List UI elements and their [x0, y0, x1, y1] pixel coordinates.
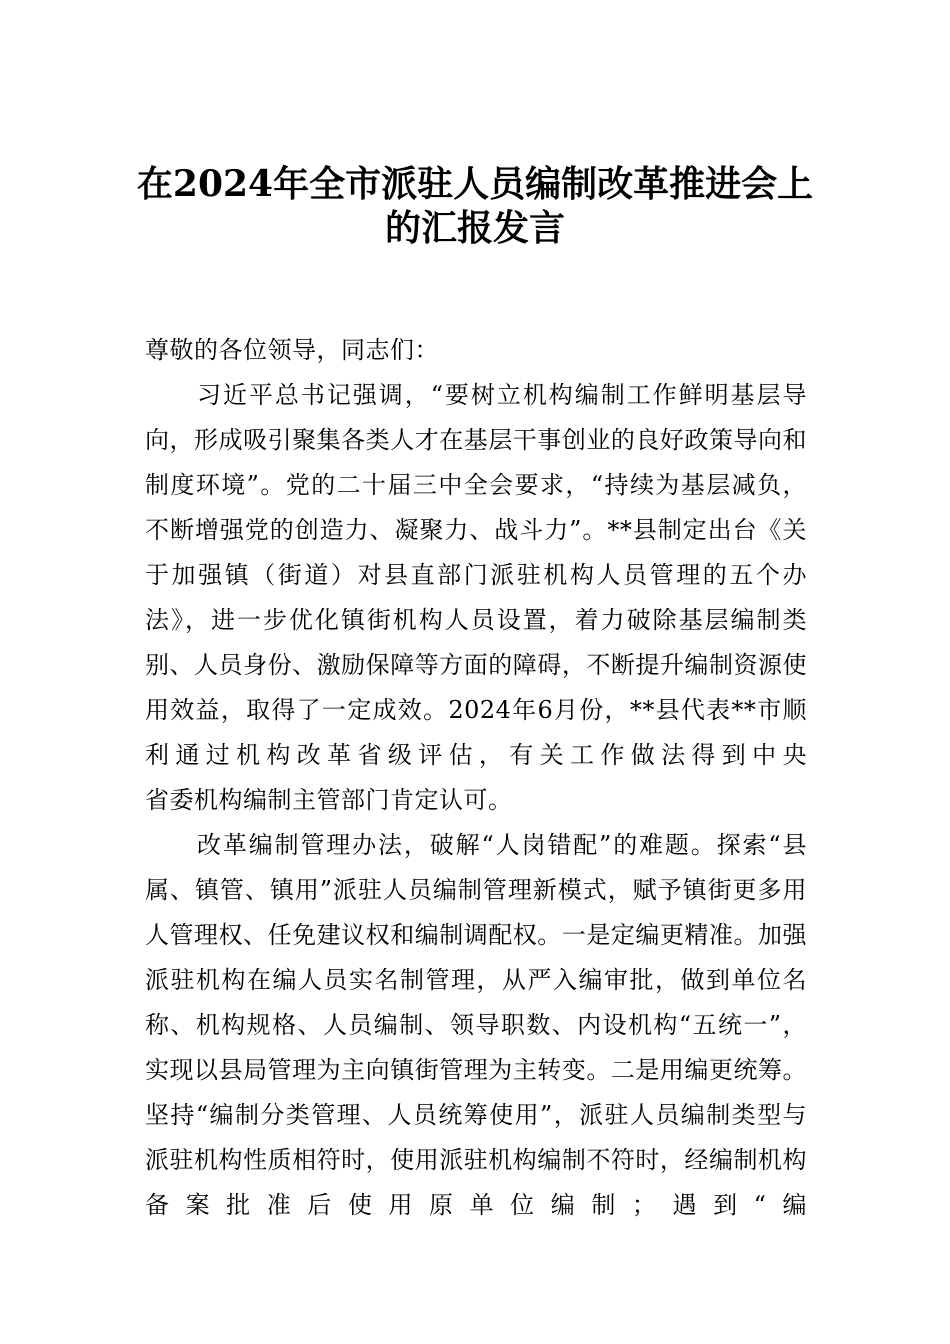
- paragraph-1: [145, 373, 807, 823]
- document-title-line-1: 在2024年全市派驻人员编制改革推进会上: [136, 163, 814, 205]
- paragraph-1-text: 习近平总书记强调，“要树立机构编制工作鲜明基层导向，形成吸引聚集各类人才在基层干事创业的良好政策导向和制度环境”。党的二十届三中全会要求，“持续为基层减负，不断增强党的创造力、凝聚力、战斗力”。**县制定出台《关于加强镇（街道）对县直部门派驻机构人员管理的五个办法》，进一步优化镇街机构人员设置，着力破除基层编制类别、人员身份、激励保障等方面的障碍，不断提升编制资源使用效益，取得了一定成效。2024年6月份，**县代表**市顺利通过机构改革省级评估，有关工作做法得到中央: [145, 381, 807, 769]
- document-title-line-2: 的汇报发言: [384, 207, 565, 249]
- greeting: 尊敬的各位领导，同志们：: [145, 336, 439, 364]
- document-body: [145, 328, 807, 1228]
- paragraph-2: 改革编制管理办法，破解“人岗错配”的难题。探索“县属、镇管、镇用”派驻人员编制管理新模式，赋予镇街更多用人管理权、任免建议权和编制调配权。一是定编更精准。加强派驻机构在编人员实名制管理，从严入编审批，做到单位名称、机构规格、人员编制、领导职数、内设机构“五统一”，实现以县局管理为主向镇街管理为主转变。二是用编更统筹。坚持“编制分类管理、人员统筹使用”，派驻人员编制类型与派驻机构性质相符时，使用派驻机构编制不符时，经编制机构备案批准后使用原单位编制；遇到“编: [145, 831, 807, 1219]
- paragraph-1-last-line: 省委机构编制主管部门肯定认可。: [145, 786, 513, 814]
